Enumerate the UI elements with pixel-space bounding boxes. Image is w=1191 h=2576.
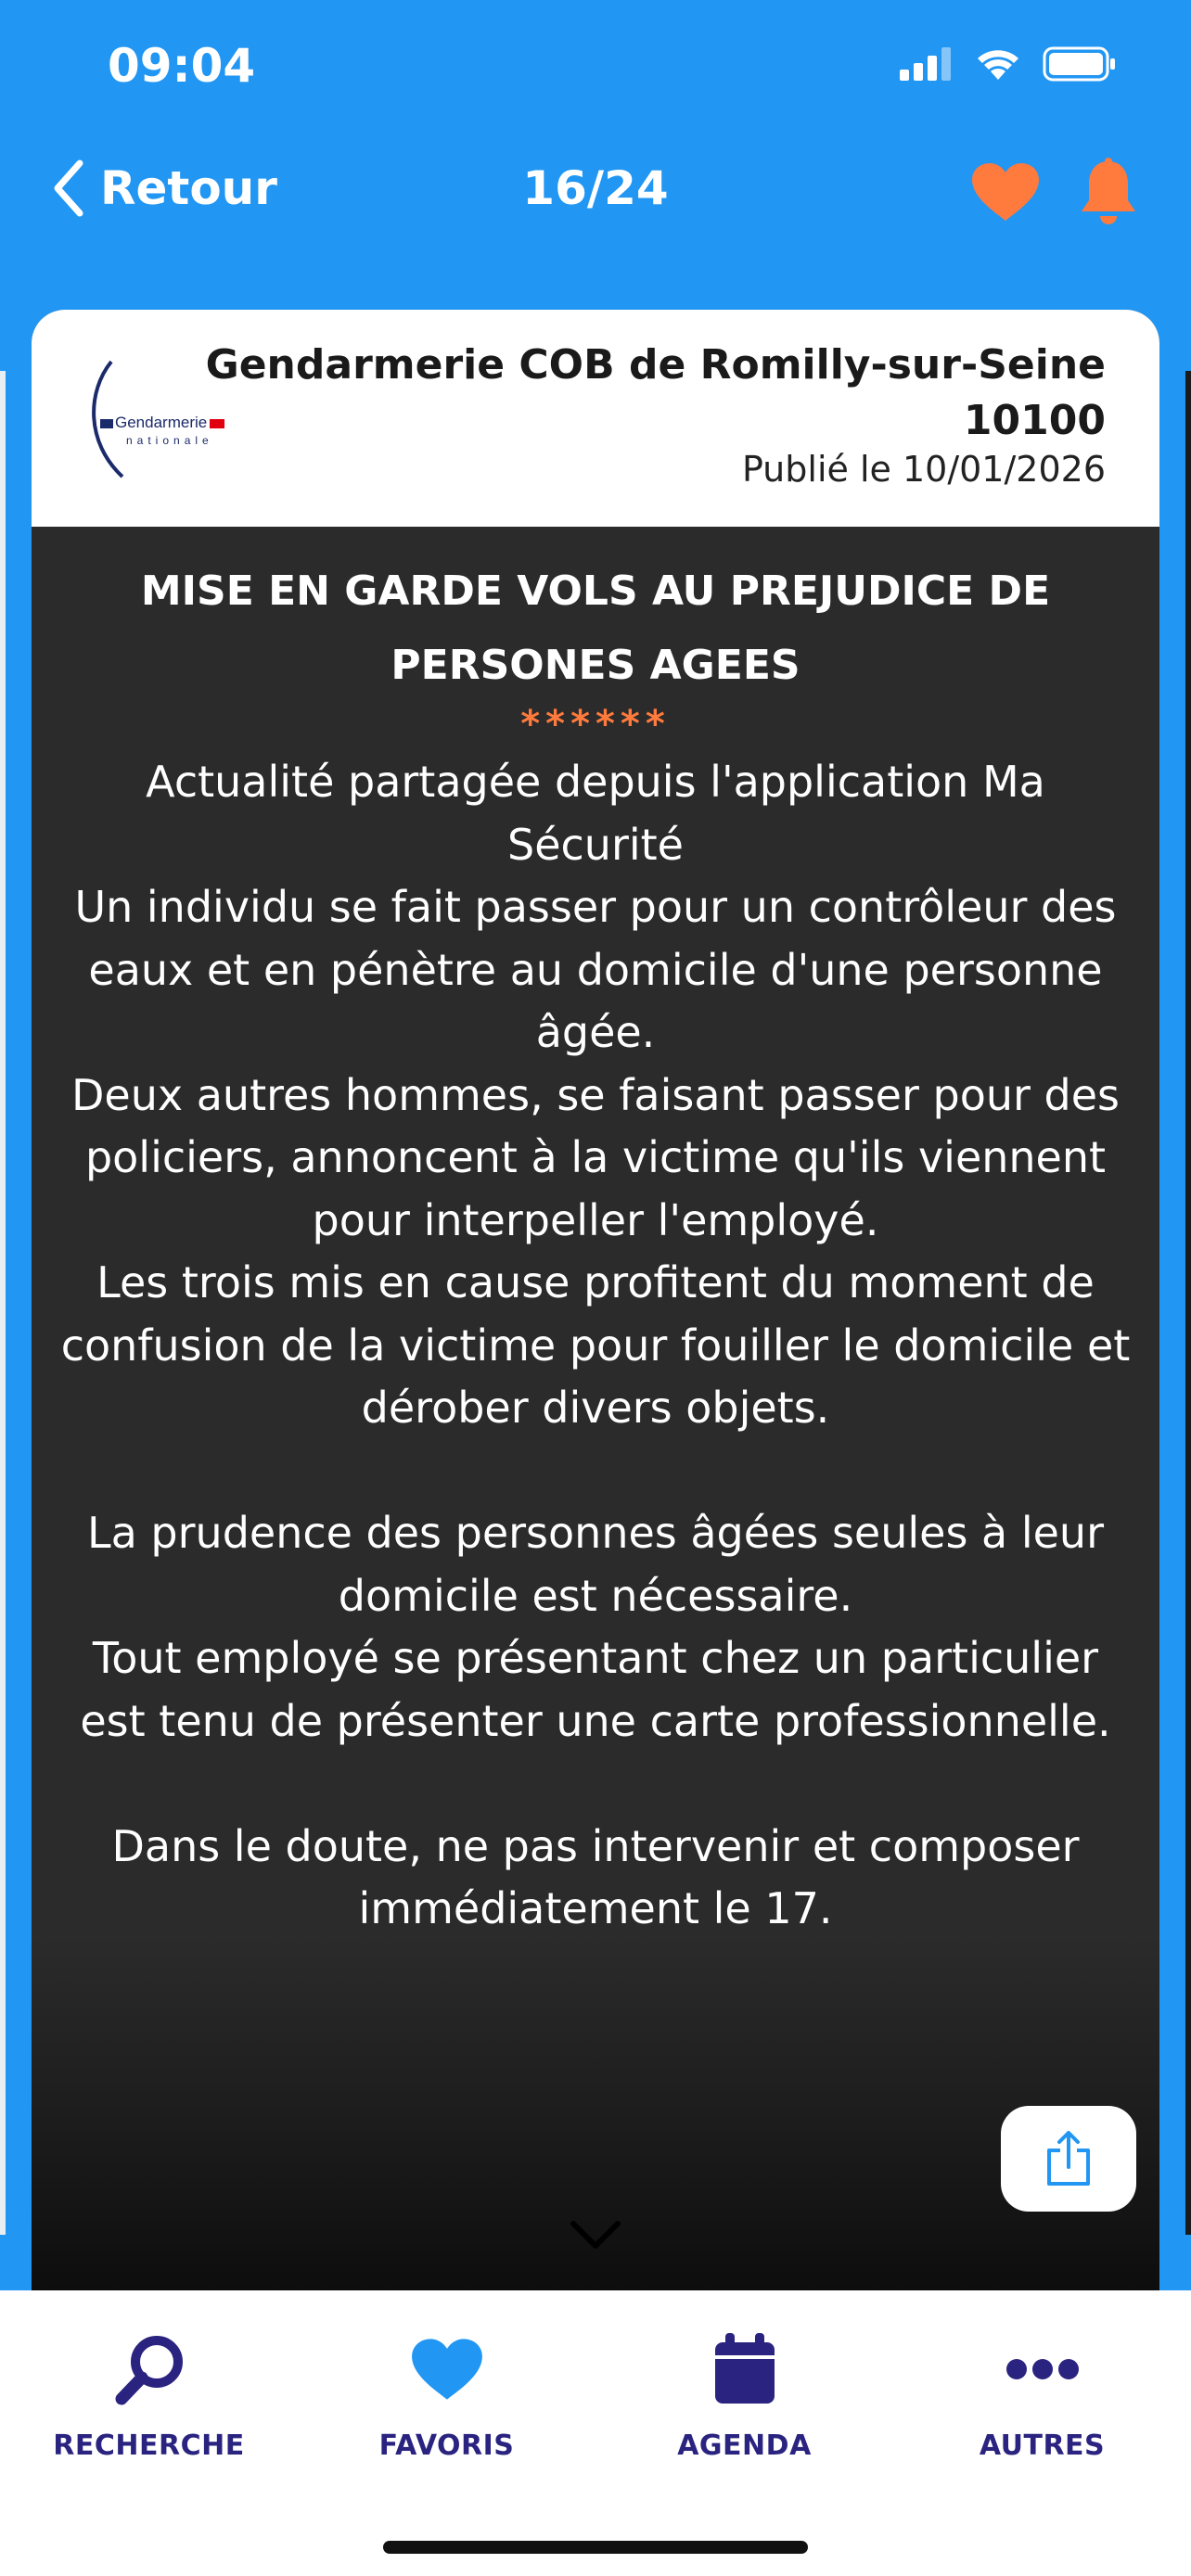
tab-label: FAVORIS [378,2429,515,2462]
wifi-icon [974,46,1022,82]
home-indicator [383,2541,808,2554]
previous-card-edge[interactable] [0,371,6,2235]
title-separator: ****** [520,703,671,746]
article-body [32,527,1159,2290]
published-date: Publié le 10/01/2026 [741,449,1106,490]
signal-icon [900,47,954,81]
status-bar [0,0,1191,139]
heart-icon [410,2336,484,2403]
status-time: 09:04 [108,39,256,93]
status-icons [900,46,1117,82]
chevron-down-icon[interactable] [568,2216,623,2253]
search-icon [112,2332,186,2406]
card-header [32,310,1159,527]
share-button[interactable] [1001,2106,1136,2212]
more-icon [1005,2358,1080,2380]
tab-autres[interactable] [893,2327,1191,2462]
svg-text:Gendarmerie: Gendarmerie [115,414,208,431]
article-title: MISE EN GARDE VOLS AU PREJUDICE DE PERSONES AGEES [140,567,1051,689]
calendar-icon [712,2333,777,2405]
battery-icon [1043,46,1117,82]
share-icon [1044,2130,1094,2187]
bell-icon[interactable] [1078,158,1139,226]
tab-label: AUTRES [979,2429,1106,2462]
header-actions [970,158,1139,226]
tab-agenda[interactable] [596,2327,893,2462]
page-counter: 16/24 [522,161,669,215]
next-card-edge[interactable] [1185,371,1191,2235]
tab-favoris[interactable] [298,2327,596,2462]
svg-text:nationale: nationale [126,434,213,447]
tab-label: RECHERCHE [53,2429,245,2462]
tab-recherche[interactable] [0,2327,298,2462]
bottom-tab-bar [0,2290,1191,2576]
article-text: Actualité partagée depuis l'application Ma Sécurité Un individu se fait passer pour un contrôleur des eaux et en pénètre au domicile d'une personne âgée. Deux autres hommes, se faisant passer pour des policiers, annoncent à la victime qu'ils viennent pour interpeller l'employé. Les trois mis en cause profitent du moment de confusion de la victime pour fouiller le domicile et dérober divers objets. La prudence des personnes âgées seules à leur domicile est nécessaire. Tout employé se présentant chez un particulier est tenu de présenter une carte professionnelle. Dans le doute, ne pas intervenir et composer immédiatement le 17. [60,757,1131,1933]
tab-label: AGENDA [677,2429,812,2462]
favorite-heart-icon[interactable] [970,161,1041,223]
source-name: Gendarmerie COB de Romilly-sur-Seine 10100 [205,341,1106,444]
back-label: Retour [100,161,277,215]
article-card [32,310,1159,2290]
header [0,139,1191,250]
